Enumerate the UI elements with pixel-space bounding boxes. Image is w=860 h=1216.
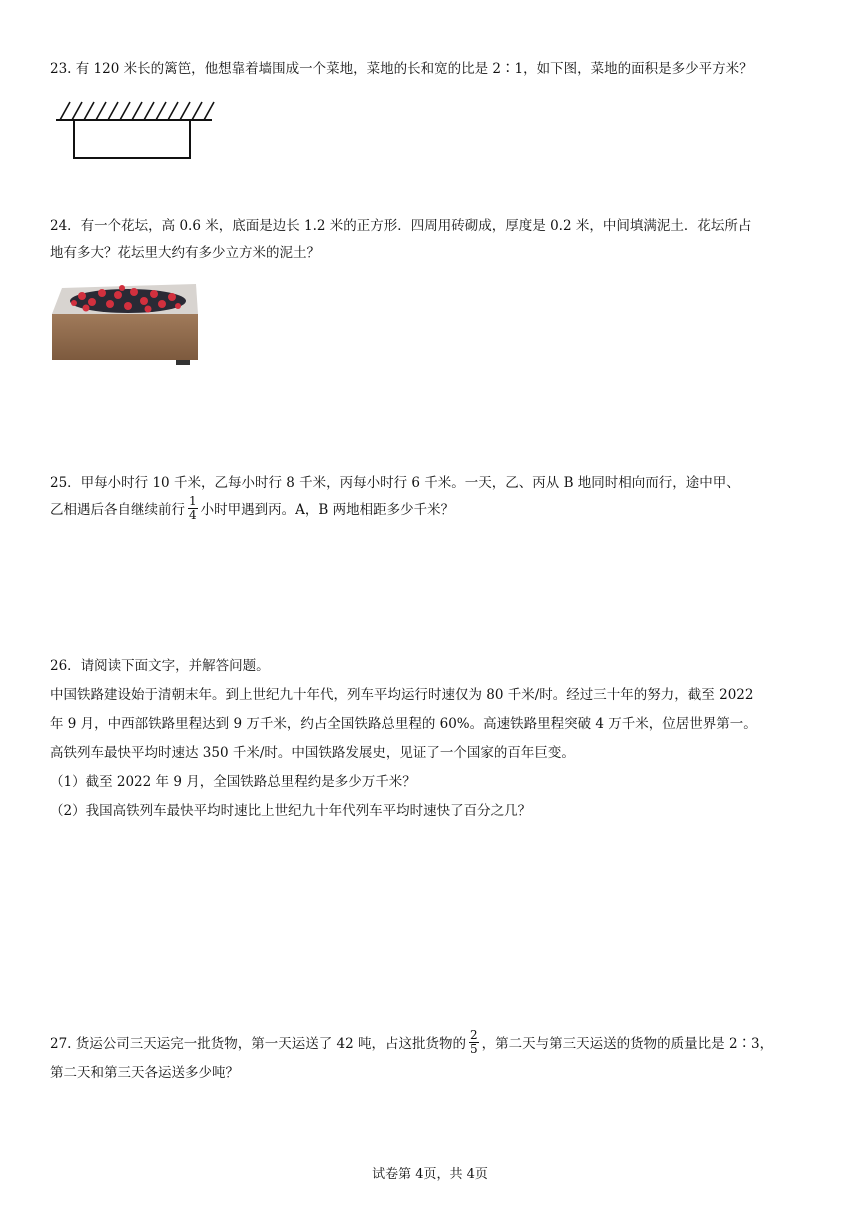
question-24 (50, 213, 818, 267)
question-23-text: 23. 有 120 米长的篱笆，他想靠着墙围成一个菜地，菜地的长和宽的比是 2∶1，如下图，菜地的面积是多少平方米？ (50, 61, 753, 77)
question-27-line1-post: ，第二天与第三天运送的货物的质量比是 2∶3， (481, 1036, 774, 1052)
question-27-line2: 第二天和第三天各运送多少吨？ (50, 1065, 239, 1081)
flower-bed-image (50, 282, 206, 368)
question-26-para2: 年 9 月，中西部铁路里程达到 9 万千米，约占全国铁路总里程的 60%。高速铁路里程突破 4 万千米，位居世界第一。 (50, 716, 757, 732)
vegetable-plot-figure (50, 96, 220, 166)
bed-foot (176, 360, 190, 365)
fraction-numerator: 2 (470, 1028, 478, 1042)
question-25-line1: 25．甲每小时行 10 千米，乙每小时行 8 千米，丙每小时行 6 千米。一天，乙、丙从 B 地同时相向而行，途中甲、 (50, 475, 740, 491)
question-27-line1-pre: 27. 货运公司三天运完一批货物，第一天运送了 42 吨，占这批货物的 (50, 1036, 467, 1052)
question-26-para1: 中国铁路建设始于清朝末年。到上世纪九十年代，列车平均运行时速仅为 80 千米/时。经过三十年的努力，截至 2022 (50, 687, 754, 703)
question-25-line2-pre: 乙相遇后各自继续前行 (50, 502, 185, 518)
question-25-line2 (50, 494, 818, 524)
page-footer: 试卷第 4页，共 4页 (372, 1167, 488, 1182)
question-26-title: 26．请阅读下面文字，并解答问题。 (50, 658, 270, 674)
question-25 (50, 470, 818, 524)
question-26-sub2: （2）我国高铁列车最快平均时速比上世纪九十年代列车平均时速快了百分之几？ (50, 803, 532, 819)
brick-wall (52, 314, 198, 360)
wall-hatching (60, 102, 214, 120)
question-24-line2: 地有多大？花坛里大约有多少立方米的泥土？ (50, 245, 320, 261)
question-26-para3: 高铁列车最快平均时速达 350 千米/时。中国铁路发展史，见证了一个国家的百年巨变。 (50, 745, 575, 761)
question-26 (50, 652, 818, 826)
fraction-denominator: 4 (189, 508, 197, 522)
fraction-two-fifths (469, 1029, 479, 1056)
question-25-line2-post: 小时甲遇到丙。A，B 两地相距多少千米？ (200, 502, 455, 518)
question-27-line1 (50, 1030, 818, 1059)
fraction-numerator: 1 (189, 494, 197, 508)
fraction-denominator: 5 (470, 1042, 478, 1056)
plot-rectangle (74, 120, 190, 158)
question-26-sub1: （1）截至 2022 年 9 月，全国铁路总里程约是多少万千米？ (50, 774, 416, 790)
fraction-one-quarter (188, 495, 198, 522)
question-27 (50, 1030, 818, 1088)
question-24-line1: 24．有一个花坛，高 0.6 米，底面是边长 1.2 米的正方形．四周用砖砌成，厚度是 0.2 米，中间填满泥土．花坛所占 (50, 218, 752, 234)
question-23 (50, 56, 818, 83)
